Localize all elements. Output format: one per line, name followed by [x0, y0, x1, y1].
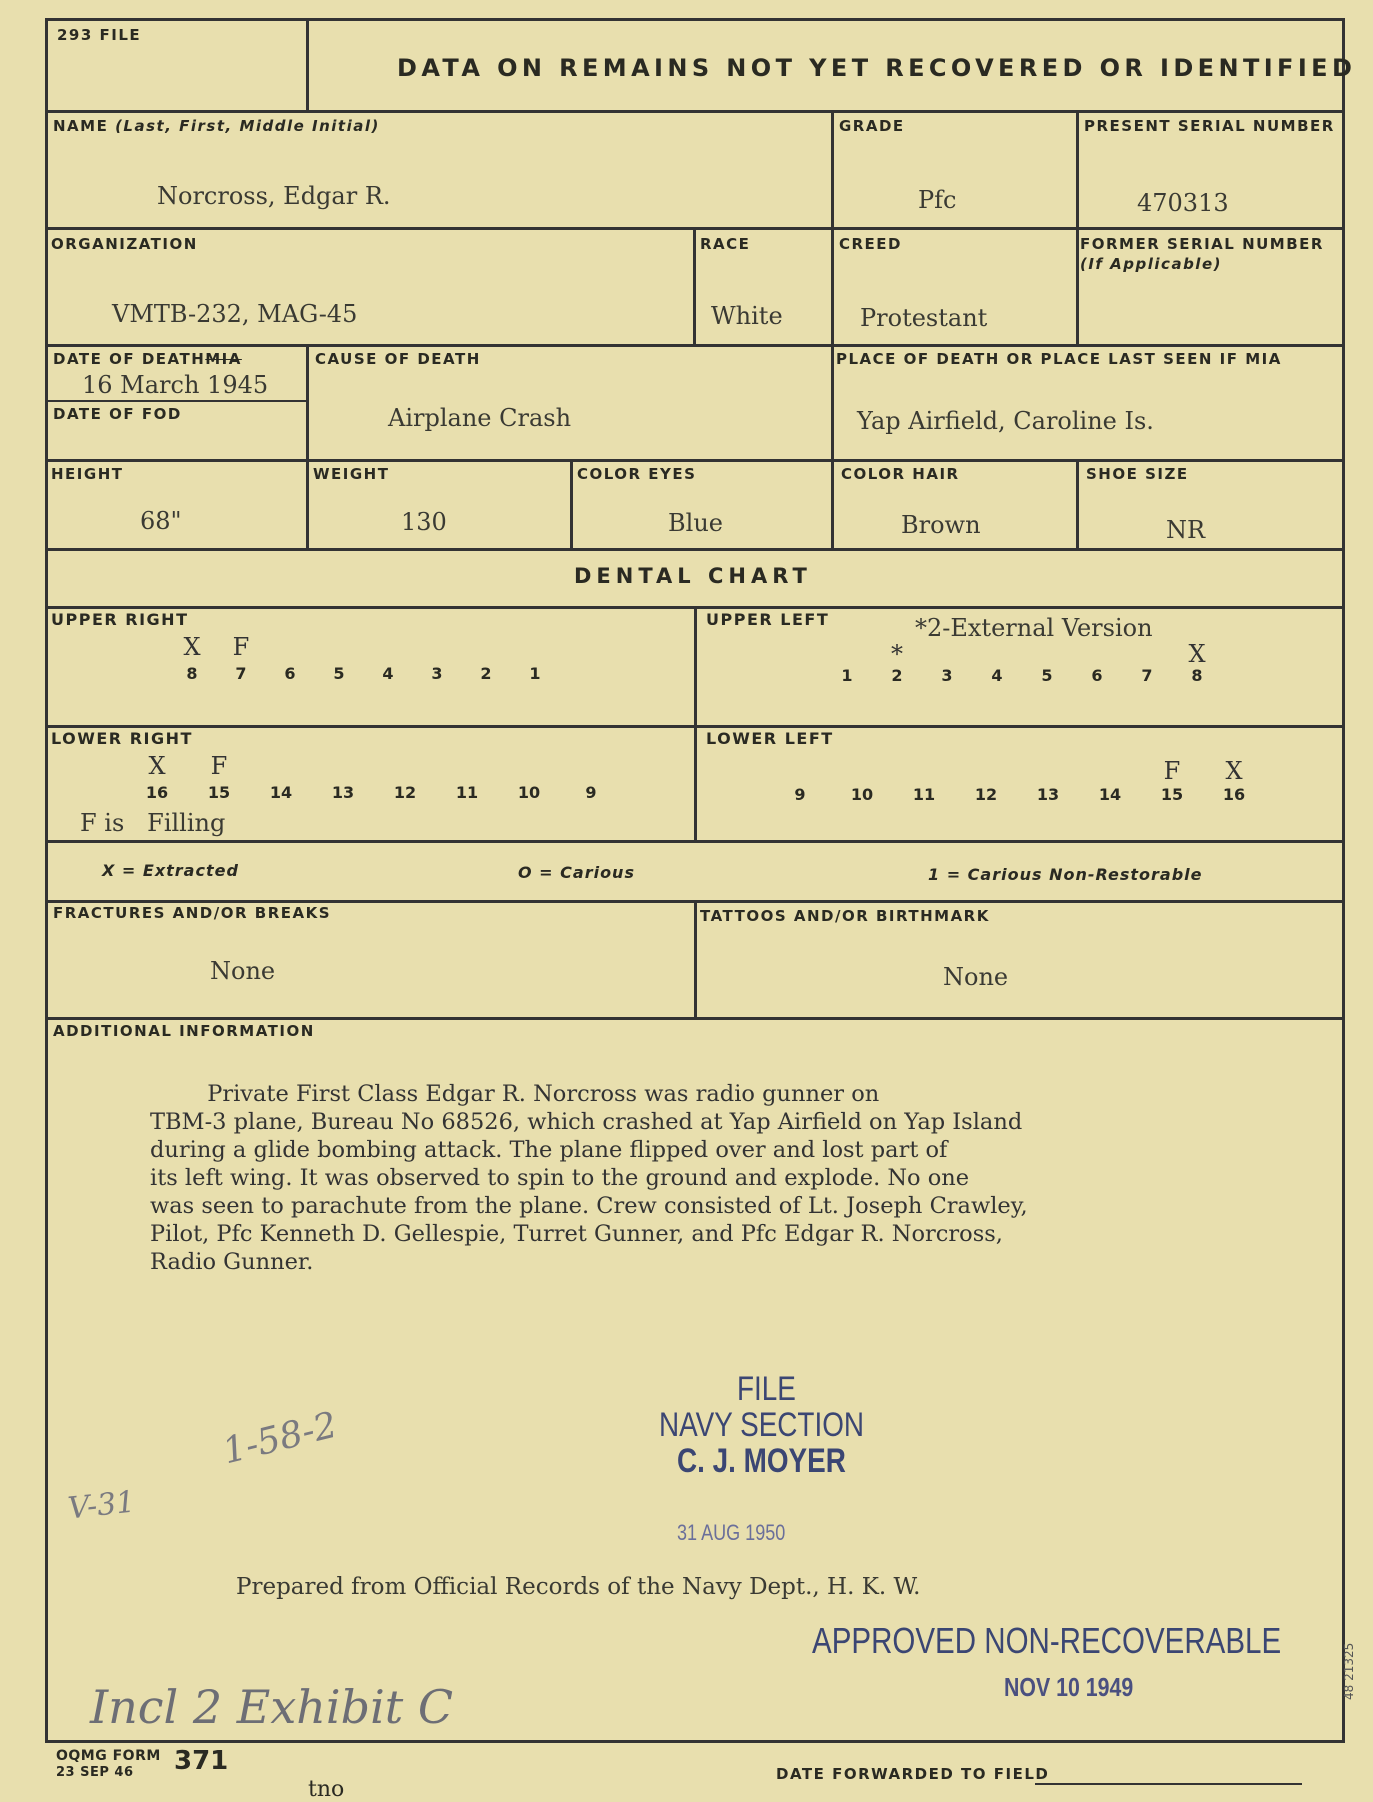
tooth-number: 12	[974, 785, 998, 804]
name-label: NAME (Last, First, Middle Initial)	[53, 117, 380, 135]
legend-extracted: X = Extracted	[102, 861, 239, 880]
tooth-number: 13	[1036, 785, 1060, 804]
creed-label: CREED	[839, 235, 903, 253]
place-of-death-label: PLACE OF DEATH OR PLACE LAST SEEN IF MIA	[836, 350, 1282, 368]
tooth-number: 11	[912, 785, 936, 804]
fractures-value: None	[210, 957, 276, 985]
rule-header-split	[306, 18, 309, 112]
former-serial-label: FORMER SERIAL NUMBER	[1080, 235, 1324, 253]
tooth-number: 5	[333, 664, 345, 683]
narrative-line: TBM-3 plane, Bureau No 68526, which crashed at Yap Airfield on Yap Island	[150, 1109, 1023, 1135]
tooth-number: 14	[1098, 785, 1122, 804]
tooth-number: 13	[331, 783, 355, 802]
present-serial-value: 470313	[1137, 189, 1229, 217]
date-stamp: 31 AUG 1950	[677, 1520, 786, 1545]
present-serial-label: PRESENT SERIAL NUMBER	[1084, 117, 1335, 135]
fractures-label: FRACTURES AND/OR BREAKS	[53, 904, 332, 922]
cause-of-death-value: Airplane Crash	[388, 404, 572, 432]
lower-right-label: LOWER RIGHT	[51, 729, 193, 748]
tooth-number: 9	[585, 783, 597, 802]
tooth-number: 8	[1191, 666, 1203, 685]
weight-value: 130	[401, 508, 447, 536]
grade-value: Pfc	[918, 186, 957, 214]
narrative-line: Pilot, Pfc Kenneth D. Gellespie, Turret Gunner, and Pfc Edgar R. Norcross,	[150, 1221, 1003, 1247]
lower-left-label: LOWER LEFT	[706, 729, 834, 748]
file-label: 293 FILE	[57, 26, 142, 44]
tooth-mark: X	[1225, 757, 1243, 785]
upper-left-label: UPPER LEFT	[706, 610, 830, 629]
tooth-number: 4	[991, 666, 1003, 685]
tattoos-label: TATTOOS AND/OR BIRTHMARK	[700, 907, 990, 925]
narrative-line: its left wing. It was observed to spin to the ground and explode. No one	[150, 1165, 970, 1191]
form-title: DATA ON REMAINS NOT YET RECOVERED OR IDENTIFIED	[397, 54, 1357, 82]
form-number: 371	[174, 1746, 229, 1776]
race-label: RACE	[700, 235, 751, 253]
creed-value: Protestant	[860, 304, 988, 332]
date-of-fod-label: DATE OF FOD	[53, 405, 182, 423]
file-stamp: FILE	[737, 1370, 796, 1408]
place-of-death-value: Yap Airfield, Caroline Is.	[857, 407, 1154, 435]
former-serial-hint: (If Applicable)	[1080, 255, 1222, 273]
tooth-number: 3	[941, 666, 953, 685]
upper-right-label: UPPER RIGHT	[51, 610, 189, 629]
tooth-number: 8	[186, 664, 198, 683]
tooth-number: 6	[1091, 666, 1103, 685]
tooth-number: 7	[1141, 666, 1153, 685]
name-value: Norcross, Edgar R.	[157, 182, 391, 210]
tooth-number: 9	[794, 785, 806, 804]
rule-header	[45, 110, 1345, 113]
tooth-number: 16	[1222, 785, 1246, 804]
dental-chart-title: DENTAL CHART	[574, 564, 812, 588]
additional-info-label: ADDITIONAL INFORMATION	[53, 1022, 315, 1040]
color-eyes-value: Blue	[668, 509, 723, 537]
handwritten-exhibit: Incl 2 Exhibit C	[90, 1680, 454, 1734]
tooth-mark: F	[210, 752, 228, 780]
rule-row3	[45, 459, 1345, 462]
tooth-mark: *	[891, 640, 903, 668]
navy-section-stamp: NAVY SECTION	[659, 1406, 865, 1444]
tooth-number: 15	[1160, 785, 1184, 804]
tooth-number: 1	[841, 666, 853, 685]
tooth-number: 3	[431, 664, 443, 683]
organization-label: ORGANIZATION	[51, 235, 198, 253]
approved-stamp: APPROVED NON-RECOVERABLE	[812, 1620, 1282, 1661]
tooth-number: 1	[529, 664, 541, 683]
grade-label: GRADE	[839, 117, 905, 135]
tooth-number: 7	[235, 664, 247, 683]
legend-carious: O = Carious	[518, 863, 635, 882]
narrative-line: was seen to parachute from the plane. Crew consisted of Lt. Joseph Crawley,	[150, 1193, 1028, 1219]
narrative-line: during a glide bombing attack. The plane flipped over and lost part of	[150, 1137, 948, 1163]
tooth-mark: X	[148, 752, 166, 780]
height-value: 68"	[140, 507, 182, 535]
date-forwarded-label: DATE FORWARDED TO FIELD	[776, 1765, 1050, 1783]
upper-left-note: *2-External Version	[915, 614, 1153, 642]
tooth-number: 6	[284, 664, 296, 683]
handwritten-note: 1-58-2	[218, 1404, 342, 1473]
date-of-death-value: 16 March 1945	[82, 371, 269, 399]
tooth-number: 12	[393, 783, 417, 802]
color-eyes-label: COLOR EYES	[577, 465, 697, 483]
date-of-death-label: DATE OF DEATHMIA	[53, 350, 242, 368]
moyer-stamp: C. J. MOYER	[677, 1442, 846, 1480]
tooth-number: 10	[850, 785, 874, 804]
narrative	[150, 1080, 1280, 1276]
tooth-mark: X	[183, 633, 201, 661]
rule-row4	[45, 548, 1345, 551]
weight-label: WEIGHT	[313, 465, 390, 483]
filling-note: F is Filling	[80, 809, 226, 837]
shoe-size-value: NR	[1166, 516, 1206, 544]
shoe-size-label: SHOE SIZE	[1086, 465, 1189, 483]
narrative-line: Radio Gunner.	[150, 1249, 314, 1275]
legend-nonrestorable: 1 = Carious Non-Restorable	[928, 865, 1203, 884]
form-number-label: OQMG FORM	[56, 1748, 161, 1764]
tooth-number: 11	[455, 783, 479, 802]
race-value: White	[711, 302, 783, 330]
tooth-number: 10	[517, 783, 541, 802]
organization-value: VMTB-232, MAG-45	[112, 300, 358, 328]
narrative-line: Private First Class Edgar R. Norcross was radio gunner on	[150, 1081, 880, 1107]
height-label: HEIGHT	[51, 465, 124, 483]
tooth-number: 2	[480, 664, 492, 683]
tooth-mark: F	[1163, 757, 1181, 785]
approved-date-stamp: NOV 10 1949	[1004, 1672, 1134, 1702]
tooth-number: 2	[891, 666, 903, 685]
tooth-mark: F	[232, 633, 250, 661]
tooth-mark: X	[1188, 640, 1206, 668]
color-hair-value: Brown	[901, 511, 981, 539]
tooth-number: 4	[382, 664, 394, 683]
edge-number: 48 21325	[1342, 1642, 1356, 1700]
tooth-number: 14	[269, 783, 293, 802]
tooth-number: 5	[1041, 666, 1053, 685]
handwritten-note: V-31	[66, 1484, 137, 1527]
prepared-by: Prepared from Official Records of the Navy Dept., H. K. W.	[236, 1574, 921, 1600]
tattoos-value: None	[943, 963, 1009, 991]
bottom-initials: tno	[308, 1777, 345, 1802]
color-hair-label: COLOR HAIR	[841, 465, 960, 483]
form-date: 23 SEP 46	[56, 1765, 134, 1780]
tooth-number: 16	[145, 783, 169, 802]
cause-of-death-label: CAUSE OF DEATH	[315, 350, 481, 368]
date-forwarded-line	[1035, 1783, 1302, 1785]
tooth-number: 15	[207, 783, 231, 802]
